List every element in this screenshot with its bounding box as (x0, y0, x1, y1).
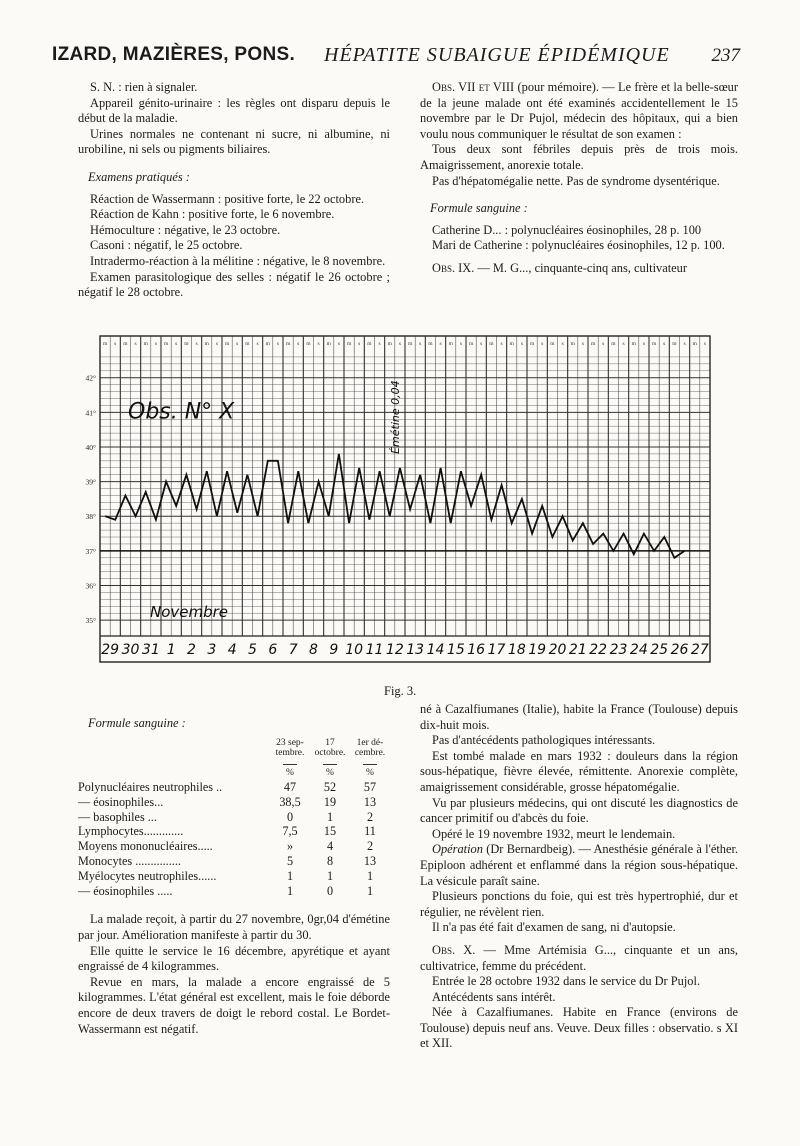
exam-line: Casoni : négatif, le 25 octobre. (90, 238, 243, 253)
cell-value: 15 (323, 824, 337, 839)
time-of-day-marker: m (245, 341, 250, 347)
y-tick-label: 35° (85, 616, 96, 626)
x-tick-label: 6 (268, 642, 278, 658)
time-of-day-marker: s (317, 341, 320, 347)
time-of-day-marker: m (387, 341, 392, 347)
right-column-top (420, 80, 738, 277)
time-of-day-marker: s (602, 341, 605, 347)
table-row (78, 839, 390, 854)
row-label: — éosinophiles... (78, 794, 164, 809)
time-of-day-marker: s (358, 341, 361, 347)
exam-line: Réaction de Kahn : positive forte, le 6 novembre. (90, 207, 335, 222)
time-of-day-marker: s (703, 341, 706, 347)
section-heading: Formule sanguine : (430, 201, 528, 216)
time-of-day-marker: m (326, 341, 331, 347)
time-of-day-marker: m (550, 341, 555, 347)
cell-value: 52 (323, 780, 337, 795)
table-row (78, 824, 390, 839)
paragraph: né à Cazalfiumanes (Italie), habite la France (Toulouse) depuis dix-huit mois. (420, 702, 738, 732)
unit-label: % (286, 767, 294, 778)
cell-value: 2 (366, 809, 374, 824)
table-row (78, 884, 390, 899)
obs-label: Obs. VII et VIII (432, 80, 515, 94)
cell-value: » (286, 839, 294, 854)
exam-line: Réaction de Wassermann : positive forte, le 22 octobre. (90, 191, 365, 206)
time-of-day-marker: s (622, 341, 625, 347)
time-of-day-marker: s (337, 341, 340, 347)
x-tick-label: 30 (121, 642, 140, 658)
obs-label: Obs. IX. (432, 260, 475, 275)
x-tick-label: 19 (528, 642, 547, 658)
time-of-day-marker: s (378, 341, 381, 347)
x-tick-label: 22 (589, 642, 608, 658)
table-row (78, 795, 390, 810)
formule-line: Catherine D... : polynucléaires éosinophiles, 28 p. 100 (432, 222, 702, 237)
table-header-row (78, 738, 390, 761)
time-of-day-marker: s (642, 341, 645, 347)
time-of-day-marker: s (500, 341, 503, 347)
cell-value: 47 (283, 780, 297, 795)
time-of-day-marker: s (215, 341, 218, 347)
table-row (78, 869, 390, 884)
time-of-day-marker: s (236, 341, 239, 347)
time-of-day-marker: m (123, 341, 128, 347)
time-of-day-marker: s (134, 341, 137, 347)
row-label: Monocytes ............... (78, 854, 181, 869)
emetine-annotation: Émétine 0,04 (388, 380, 402, 454)
x-tick-label: 4 (227, 642, 237, 658)
unit-label: % (366, 767, 374, 778)
time-of-day-marker: m (163, 341, 169, 347)
paragraph: Vu par plusieurs médecins, qui ont discuté les diagnostics de cancer primitif ou d'abcès du foie. (420, 795, 738, 826)
paragraph (420, 80, 738, 142)
cell-value: 1 (326, 868, 334, 883)
cell-value: 0 (326, 883, 334, 898)
cell-value: 8 (326, 854, 334, 869)
time-of-day-marker: m (306, 341, 311, 347)
header-title: HÉPATITE SUBAIGUE ÉPIDÉMIQUE (324, 44, 670, 66)
time-of-day-marker: m (570, 341, 575, 347)
dash-rule (283, 764, 297, 765)
cell-value: 13 (363, 794, 377, 809)
paragraph: S. N. : rien à signaler. (90, 80, 198, 94)
section-heading: Examens pratiqués : (88, 169, 190, 184)
paragraph: Est tombé malade en mars 1932 : douleurs dans la région sous-hépatique, fièvre élevée, rémittente. Anorexie complète, amaigrissement considérable, grosse hépatomégalie. (420, 748, 738, 794)
paragraph: Plusieurs ponctions du foie, qui est très hypertrophié, dur et régulier, ne révèlent rien. (420, 889, 738, 919)
time-of-day-marker: m (489, 341, 494, 347)
paragraph: Pas d'antécédents pathologiques intéressants. (432, 733, 656, 748)
x-tick-label: 17 (487, 642, 506, 658)
formule-table (78, 738, 390, 899)
obs-label: Obs. X. (432, 942, 476, 957)
operation-label: Opération (432, 842, 483, 857)
column-header: 23 sep- tembre. (275, 737, 305, 759)
x-tick-label: 16 (467, 642, 486, 658)
paragraph: Elle quitte le service le 16 décembre, apyrétique et ayant engraissé de 4 kilogrammes. (78, 943, 390, 974)
time-of-day-marker: m (651, 341, 657, 347)
cell-value: 2 (366, 839, 374, 854)
month-label: Novembre (150, 603, 229, 622)
table-row (78, 780, 390, 795)
time-of-day-marker: m (102, 341, 108, 347)
time-of-day-marker: m (468, 341, 474, 347)
paragraph: Antécédents sans intérêt. (432, 989, 556, 1004)
paragraph (420, 842, 738, 889)
table-row (78, 854, 390, 869)
x-tick-label: 2 (187, 642, 196, 658)
cell-value: 1 (366, 883, 374, 898)
x-tick-label: 18 (507, 642, 526, 658)
cell-value: 1 (286, 883, 294, 898)
row-label: Myélocytes neutrophiles...... (78, 868, 217, 883)
x-tick-label: 13 (406, 642, 425, 658)
section-heading: Formule sanguine : (88, 716, 186, 730)
cell-value: 1 (286, 868, 294, 883)
page-header (52, 44, 752, 76)
x-tick-label: 23 (609, 642, 628, 658)
time-of-day-marker: s (561, 341, 564, 347)
cell-value: 13 (363, 854, 377, 869)
y-tick-label: 36° (85, 581, 96, 591)
time-of-day-marker: m (611, 341, 616, 347)
time-of-day-marker: s (520, 341, 523, 347)
left-column-bottom (78, 716, 390, 1037)
row-label: Lymphocytes............. (78, 824, 184, 839)
time-of-day-marker: s (663, 341, 666, 347)
y-tick-label: 39° (85, 477, 96, 487)
chart-handwritten-title: Obs. N° X (128, 399, 235, 425)
paragraph: Entrée le 28 octobre 1932 dans le service du Dr Pujol. (432, 974, 701, 989)
exam-line: Hémoculture : négative, le 23 octobre. (90, 222, 281, 237)
paragraph: La malade reçoit, à partir du 27 novembre, 0gr,04 d'émétine par jour. Amélioration manifeste à partir du 30. (78, 912, 390, 943)
time-of-day-marker: m (529, 341, 535, 347)
x-tick-label: 10 (345, 642, 364, 658)
y-tick-label: 42° (85, 373, 96, 383)
time-of-day-marker: m (224, 341, 230, 347)
y-tick-label: 40° (85, 442, 96, 452)
x-tick-label: 27 (690, 642, 709, 658)
time-of-day-marker: s (419, 341, 422, 347)
x-tick-label: 14 (426, 642, 445, 658)
x-tick-label: 3 (207, 642, 217, 658)
row-label: Polynucléaires neutrophiles .. (78, 780, 223, 795)
exam-line: Intradermo-réaction à la mélitine : négative, le 8 novembre. (90, 253, 386, 268)
time-of-day-marker: s (276, 341, 279, 347)
figure-caption: Fig. 3. (384, 684, 417, 698)
table-row (78, 810, 390, 825)
cell-value: 4 (326, 839, 334, 854)
y-tick-label: 37° (85, 546, 96, 556)
cell-value: 7,5 (282, 824, 298, 839)
time-of-day-marker: s (195, 341, 198, 347)
x-tick-label: 25 (650, 642, 669, 658)
paragraph: Opéré le 19 novembre 1932, meurt le lendemain. (432, 826, 676, 841)
x-tick-label: 15 (446, 642, 465, 658)
time-of-day-marker: m (184, 341, 189, 347)
time-of-day-marker: s (154, 341, 157, 347)
time-of-day-marker: m (428, 341, 433, 347)
time-of-day-marker: s (398, 341, 401, 347)
temperature-chart (66, 326, 714, 664)
time-of-day-marker: s (683, 341, 686, 347)
time-of-day-marker: m (367, 341, 372, 347)
time-of-day-marker: m (285, 341, 291, 347)
x-tick-label: 11 (365, 642, 384, 658)
cell-value: 0 (286, 809, 294, 824)
right-column-bottom (420, 702, 738, 1052)
x-tick-label: 31 (141, 642, 160, 658)
time-of-day-marker: s (439, 341, 442, 347)
paragraph: Il n'a pas été fait d'examen de sang, ni d'autopsie. (432, 920, 676, 935)
column-header: 17 octobre. (314, 737, 346, 759)
x-tick-label: 26 (670, 642, 689, 658)
dash-rule (323, 764, 337, 765)
paragraph (420, 261, 738, 277)
cell-value: 11 (364, 824, 376, 839)
time-of-day-marker: m (448, 341, 453, 347)
time-of-day-marker: m (672, 341, 677, 347)
time-of-day-marker: m (407, 341, 413, 347)
obs-text: — Mme Artémisia G..., cinquante et un ans, cultivatrice, femme du précédent. (420, 942, 738, 973)
time-of-day-marker: m (692, 341, 697, 347)
paragraph (420, 943, 738, 974)
time-of-day-marker: m (204, 341, 209, 347)
dash-rule (363, 764, 377, 765)
row-label: Moyens mononucléaires..... (78, 839, 213, 854)
page-number: 237 (711, 45, 740, 66)
x-tick-label: 7 (288, 642, 298, 658)
x-tick-label: 8 (309, 642, 318, 658)
unit-label: % (326, 767, 334, 778)
cell-value: 38,5 (279, 794, 301, 809)
formule-line: Mari de Catherine : polynucléaires éosinophiles, 12 p. 100. (432, 238, 725, 253)
x-tick-label: 21 (568, 642, 587, 658)
paragraph: Tous deux sont fébriles depuis près de trois mois. Amaigrissement, anorexie totale. (420, 142, 738, 172)
time-of-day-marker: s (175, 341, 178, 347)
temperature-chart-svg (66, 326, 714, 664)
time-of-day-marker: m (143, 341, 148, 347)
paragraph: Revue en mars, la malade a encore engraissé de 5 kilogrammes. L'état général est excellent, mais le foie déborde encore de deux travers de doigt le rebord costal. Le Bordet-Wassermann est négatif. (78, 974, 390, 1036)
y-tick-label: 38° (85, 512, 96, 522)
time-of-day-marker: s (297, 341, 300, 347)
paragraph: Urines normales ne contenant ni sucre, ni albumine, ni urobiline, ni sels ou pigments biliaires. (78, 126, 390, 157)
cell-value: 5 (286, 854, 294, 869)
x-tick-label: 12 (385, 642, 404, 658)
exam-line: Examen parasitologique des selles : négatif le 26 octobre ; négatif le 28 octobre. (78, 269, 390, 300)
row-label: — éosinophiles ..... (78, 883, 173, 898)
x-tick-label: 9 (329, 642, 339, 658)
cell-value: 57 (363, 780, 377, 795)
time-of-day-marker: s (459, 341, 462, 347)
header-authors: IZARD, MAZIÈRES, PONS. (52, 44, 296, 65)
time-of-day-marker: m (265, 341, 270, 347)
cell-value: 1 (366, 868, 374, 883)
left-column-top (78, 80, 390, 301)
row-label: — basophiles ... (78, 809, 157, 824)
time-of-day-marker: m (346, 341, 352, 347)
paragraph: Née à Cazalfiumanes. Habite en France (environs de Toulouse) depuis neuf ans. Veuve. Deux filles : observatio. s XI et XII. (420, 1005, 738, 1051)
x-tick-label: 24 (629, 642, 648, 658)
paragraph: Appareil génito-urinaire : les règles ont disparu depuis le début de la maladie. (78, 95, 390, 126)
time-of-day-marker: s (581, 341, 584, 347)
time-of-day-marker: s (256, 341, 259, 347)
x-tick-label: 29 (101, 642, 120, 658)
time-of-day-marker: m (509, 341, 514, 347)
column-header: 1er dé- cembre. (354, 737, 386, 759)
paragraph: Pas d'hépatomégalie nette. Pas de syndrome dysentérique. (432, 173, 720, 188)
time-of-day-marker: s (114, 341, 117, 347)
time-of-day-marker: m (631, 341, 636, 347)
obs-text: (pour mémoire). — Le frère et la belle-sœur de la jeune malade ont été examinés accidentellement le 15 novembre par le Dr Pujol, médecin des hôpitaux, qui a bien voulu nous communiquer le résultat de son examen : (420, 80, 738, 141)
x-tick-label: 5 (248, 642, 257, 658)
time-of-day-marker: s (541, 341, 544, 347)
time-of-day-marker: m (590, 341, 596, 347)
x-tick-label: 1 (166, 642, 176, 658)
y-tick-label: 41° (85, 408, 96, 418)
cell-value: 1 (326, 809, 334, 824)
time-of-day-marker: s (480, 341, 483, 347)
obs-text: — M. G..., cinquante-cinq ans, cultivateur (474, 260, 687, 275)
operation-text: (Dr Bernardbeig). — Anesthésie générale à l'éther. Epiploon adhérent et enflammé dans la région sous-hépatique. La vésicule paraît saine. (420, 842, 738, 888)
x-tick-label: 20 (548, 642, 567, 658)
cell-value: 19 (323, 794, 337, 809)
